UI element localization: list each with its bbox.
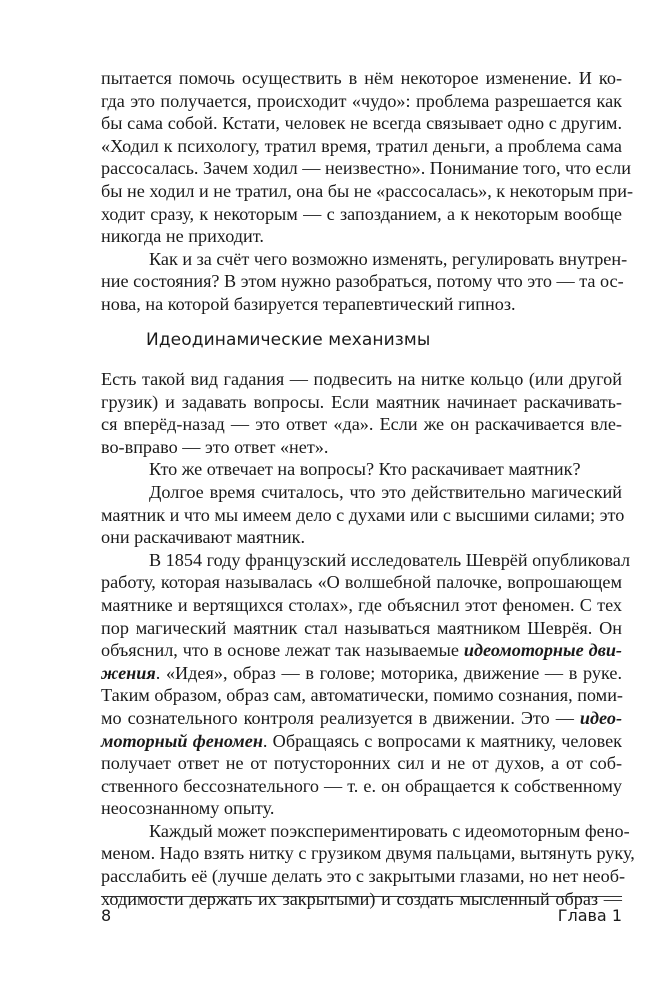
text-line <box>101 639 622 662</box>
text-line: получает ответ не от потусторонних сил и не от духов, а от соб- <box>101 753 622 774</box>
text-line: рассосалась. Зачем ходил — неизвестно». Понимание того, что если <box>101 158 631 179</box>
text-line <box>101 730 622 753</box>
text-line: Каждый может поэкспериментировать с идеомоторным фено- <box>149 820 630 841</box>
text-line: пытается помочь осуществить в нём некоторое изменение. И ко- <box>101 68 622 88</box>
text-run: . «Идея», образ — в голове; моторика, движение — в руке. <box>155 662 622 683</box>
text-line <box>101 662 622 685</box>
text-line: они раскачивают маятник. <box>101 527 306 548</box>
paragraph <box>101 248 628 316</box>
emphasized-term: идео- <box>579 707 622 728</box>
text-line: ходит сразу, к некоторым — с запозданием, а к некоторым вообще <box>101 203 622 224</box>
text-line: расслабить её (лучше делать это с закрытыми глазами, но нет необ- <box>101 866 626 887</box>
text-line: никогда не приходит. <box>101 226 264 247</box>
text-line: маятнике и вертящихся столах», где объяснил этот феномен. С тех <box>101 594 622 615</box>
text-line: Есть такой вид гадания — подвесить на нитке кольцо (или другой <box>101 369 622 389</box>
text-line: бы не ходил и не тратил, она бы не «рассосалась», к некоторым при- <box>101 180 634 201</box>
text-line: Долгое время считалось, что это действительно магический <box>149 481 622 502</box>
text-line: маятник и что мы имеем дело с духами или с высшими силами; это <box>101 504 625 525</box>
text-run: . Обращаясь с вопросами к маятнику, человек <box>262 730 622 751</box>
text-line: ственного бессознательного — т. е. он обращается к собственному <box>101 775 622 796</box>
text-line: нова, на которой базируется терапевтический гипноз. <box>101 293 516 314</box>
paragraph <box>101 67 634 248</box>
text-block-bottom <box>101 368 635 910</box>
text-line: неосознанному опыту. <box>101 798 275 819</box>
paragraph <box>101 368 622 458</box>
text-line: бы сама собой. Кстати, человек не всегда связывает одно с другим. <box>101 113 622 134</box>
text-line: меном. Надо взять нитку с грузиком двумя пальцами, вытянуть руку, <box>101 843 635 864</box>
text-line: «Ходил к психологу, тратил время, тратил деньги, а проблема сама <box>101 135 622 156</box>
text-line: В 1854 году французский исследователь Шеврёй опубликовал <box>149 549 631 570</box>
text-line: Кто же отвечает на вопросы? Кто раскачивает маятник? <box>149 459 581 480</box>
text-line: во-вправо — это ответ «нет». <box>101 436 329 457</box>
text-line: грузик) и задавать вопросы. Если маятник начинает раскачивать- <box>101 391 622 412</box>
text-line: ся вперёд-назад — это ответ «да». Если же он раскачивается вле- <box>101 414 622 435</box>
text-line: ние состояния? В этом нужно разобраться, потому что это — та ос- <box>101 271 624 292</box>
text-line: Таким образом, образ сам, автоматически, помимо сознания, поми- <box>101 685 623 706</box>
emphasized-term: идеомоторные дви- <box>463 640 622 661</box>
emphasized-term: моторный феномен <box>101 730 263 751</box>
text-line: работу, которая называлась «О волшебной палочке, вопрошающем <box>101 572 622 593</box>
paragraph <box>101 458 622 481</box>
text-line: гда это получается, происходит «чудо»: проблема разрешается как <box>101 90 622 111</box>
chapter-label: Глава 1 <box>557 906 622 925</box>
text-block-top <box>101 67 634 316</box>
text-line: пор магический маятник стал называться маятником Шеврёя. Он <box>101 617 622 638</box>
paragraph <box>101 549 631 820</box>
emphasized-term: жения <box>101 662 156 683</box>
paragraph <box>101 481 625 549</box>
text-run: объяснил, что в основе лежат так называемые <box>101 640 464 661</box>
page-number: 8 <box>101 906 112 925</box>
text-line: Как и за счёт чего возможно изменять, регулировать внутрен- <box>149 248 628 269</box>
section-heading: Идеодинамические механизмы <box>146 330 431 350</box>
footer-divider <box>101 896 622 897</box>
text-line: ходимости держать их закрытыми) и создать мысленный образ — <box>101 888 622 909</box>
text-line <box>101 707 622 730</box>
text-run: мо сознательного контроля реализуется в движении. Это — <box>101 707 580 728</box>
